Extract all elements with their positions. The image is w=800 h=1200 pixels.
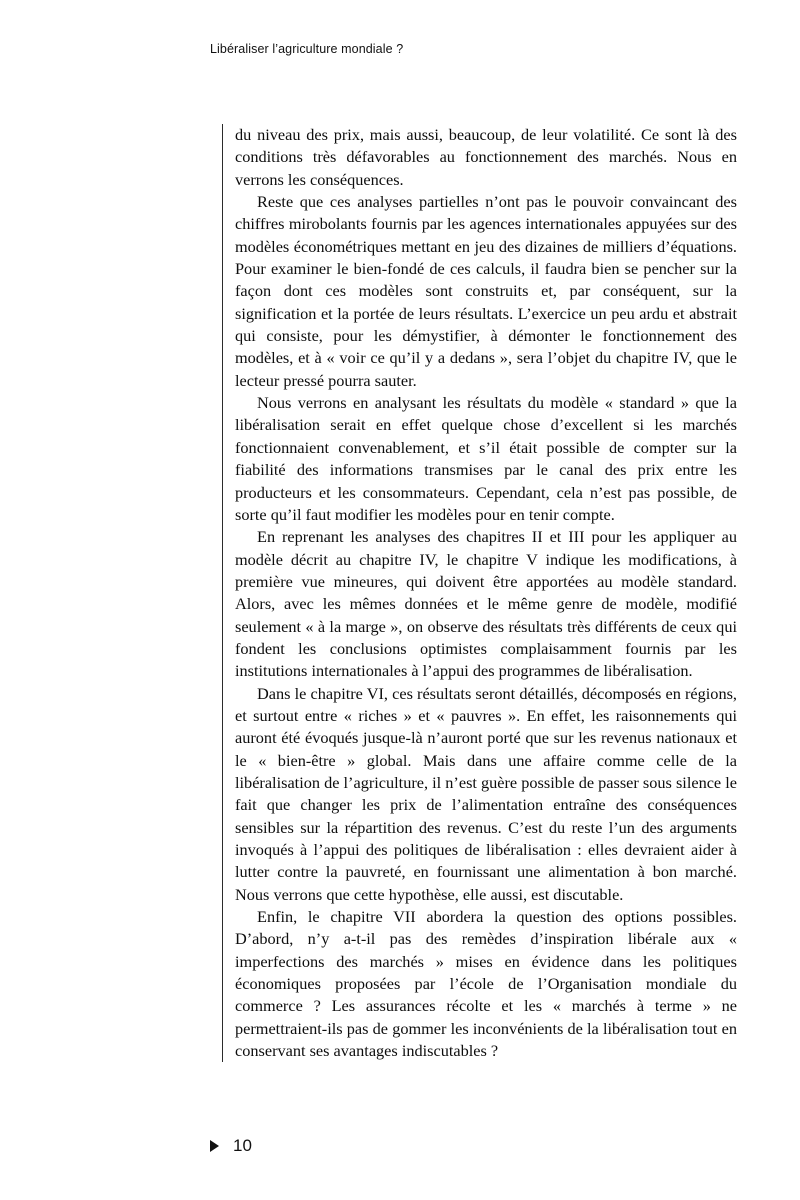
paragraph: Reste que ces analyses partielles n’ont pas le pouvoir convaincant des chiffres mirobolants fournis par les agences internationales appuyées sur des modèles économétriques mettant en jeu des dizaines de milliers d’équations. Pour examiner le bien-fondé de ces calculs, il faudra bien se pencher sur la façon dont ces modèles sont construits et, par conséquent, sur la signification et la portée de leurs résultats. L’exercice un peu ardu et abstrait qui consiste, pour les démystifier, à démonter le fonctionnement des modèles, et à « voir ce qu’il y a dedans », sera l’objet du chapitre IV, que le lecteur pressé pourra sauter.: [235, 192, 737, 390]
running-head: Libéraliser l’agriculture mondiale ?: [210, 42, 404, 56]
paragraph: du niveau des prix, mais aussi, beaucoup, de leur volatilité. Ce sont là des conditions très défavorables au fonctionnement des marchés. Nous en verrons les conséquences.: [235, 125, 737, 189]
body-text-column: [222, 124, 737, 1062]
paragraph: Dans le chapitre VI, ces résultats seront détaillés, décomposés en régions, et surtout entre « riches » et « pauvres ». En effet, les raisonnements qui auront été évoqués jusque-là n’auront porté que sur les revenus nationaux et le « bien-être » global. Mais dans une affaire comme celle de la libéralisation de l’agriculture, il n’est guère possible de passer sous silence le fait que changer les prix de l’alimentation entraîne des conséquences sensibles sur la répartition des revenus. C’est du reste l’un des arguments invoqués à l’appui des politiques de libéralisation : elles devraient aider à lutter contre la pauvreté, en fournissant une alimentation à bon marché. Nous verrons que cette hypothèse, elle aussi, est discutable.: [235, 683, 737, 904]
triangle-right-icon: [210, 1140, 219, 1152]
paragraph: Enfin, le chapitre VII abordera la question des options possibles. D’abord, n’y a-t-il pas des remèdes d’inspiration libérale aux « imperfections des marchés » mises en évidence dans les politiques économiques proposées par l’école de l’Organisation mondiale du commerce ? Les assurances récolte et les « marchés à terme » ne permettraient-ils pas de gommer les inconvénients de la libéralisation tout en conservant ses avantages indiscutables ?: [235, 907, 737, 1061]
paragraph: En reprenant les analyses des chapitres II et III pour les appliquer au modèle décrit au chapitre IV, le chapitre V indique les modifications, à première vue mineures, qui doivent être apportées au modèle standard. Alors, avec les mêmes données et le même genre de modèle, modifié seulement « à la marge », on observe des résultats très différents de ceux qui fondent les conclusions optimistes complaisamment fournis par les institutions internationales à l’appui des programmes de libéralisation.: [235, 527, 737, 681]
page-footer: [210, 1136, 252, 1156]
paragraph: Nous verrons en analysant les résultats du modèle « standard » que la libéralisation serait en effet quelque chose d’excellent si les marchés fonctionnaient convenablement, et s’il était possible de compter sur la fiabilité des informations transmises par le canal des prix entre les producteurs et les consommateurs. Cependant, cela n’est pas possible, de sorte qu’il faut modifier les modèles pour en tenir compte.: [235, 393, 737, 524]
page-number: 10: [233, 1136, 252, 1155]
